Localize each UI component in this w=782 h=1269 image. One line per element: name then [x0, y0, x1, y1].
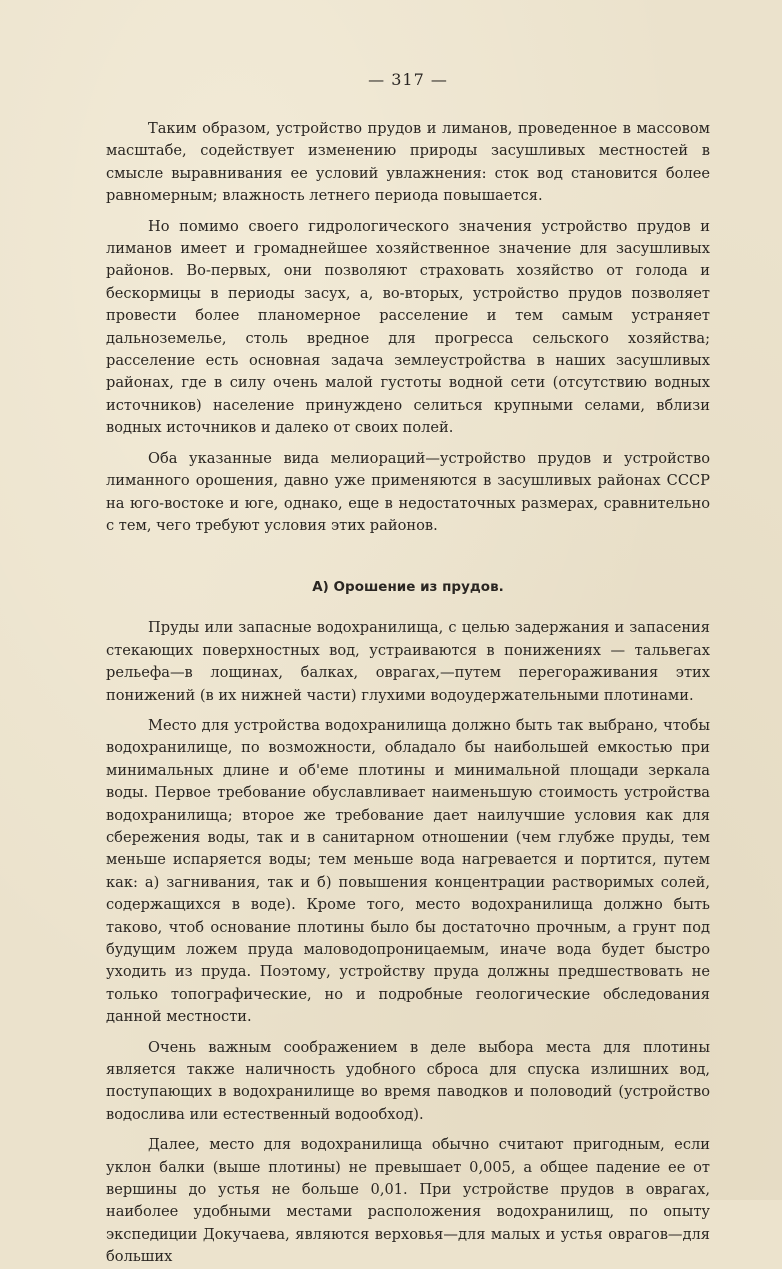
paragraph-site-selection: Место для устройства водохранилища должно быть так выбрано, чтобы водохранилище, по возможности, обладало бы наибольшей емкостью при минимальных длине и об'еме плотины и минимальной площади зеркала воды. Первое требование обуславливает наименьшую стоимость устройства водохранилища; второе же требование дает наилучшие условия как для сбережения воды, так и в санитарном отношении (чем глубже пруды, тем меньше испаряется воды; тем меньше вода нагревается и портится, путем как: а) загнивания, так и б) повышения концентрации растворимых солей, содержащихся в воде). Кроме того, место водохранилища должно быть таково, чтоб основание плотины было бы достаточно прочным, а грунт под будущим ложем пруда маловодопроницаемым, иначе вода будет быстро уходить из пруда. Поэтому, устройству пруда должны предшествовать не только топографические, но и подробные геологические обследования данной местности. — [106, 716, 710, 1026]
paragraph-melioration-types: Оба указанные вида мелиораций—устройство прудов и устройство лиманного орошения, давно уже применяются в засушливых районах СССР на юго-востоке и юге, однако, еще в недостаточных размерах, сравнительно с тем, чего требуют условия этих районов. — [106, 449, 710, 534]
paragraph-ponds-definition: Пруды или запасные водохранилища, с целью задержания и запасения стекающих поверхностных вод, устраиваются в понижениях — тальвегах рельефа—в лощинах, балках, оврагах,—путем перегораживания этих понижений (в их нижней части) глухими водоудержательными плотинами. — [106, 619, 710, 704]
page-number: — 317 — — [368, 70, 448, 89]
paragraph-ponds-effect: Таким образом, устройство прудов и лиманов, проведенное в массовом масштабе, содействует изменению природы засушливых местностей в смысле выравнивания ее условий увлажнения: сток вод становится более равномерным; влажность летнего периода повышается. — [106, 120, 710, 205]
paragraph-spillway: Очень важным соображением в деле выбора места для плотины является также наличность удобного сброса для спуска излишних вод, поступающих в водохранилище во время паводков и половодий (устройство водослива или естественный водообход). — [106, 1038, 710, 1123]
paragraph-slope-criteria: Далее, место для водохранилища обычно считают пригодным, если уклон балки (выше плотины) не превышает 0,005, а общее падение ее от вершины до устья не больше 0,01. При устройстве прудов в оврагах, наиболее удобными местами расположения водохранилищ, по опыту экспедиции Докучаева, являются верховья—для малых и устья оврагов—для больших — [106, 1136, 710, 1266]
section-title: А) Орошение из прудов. — [312, 579, 504, 596]
paragraph-economic-importance: Но помимо своего гидрологического значения устройство прудов и лиманов имеет и громаднейшее хозяйственное значение для засушливых районов. Во-первых, они позволяют страховать хозяйство от голода и бескормицы в периоды засух, а, во-вторых, устройство прудов позволяет провести более планомерное расселение и тем самым устраняет дальноземелье, столь вредное для прогресса сельского хозяйства; расселение есть основная задача землеустройства в наших засушливых районах, где в силу очень малой густоты водной сети (отсутствию водных источников) население принуждено селиться крупными селами, вблизи водных источников и далеко от своих полей. — [106, 217, 710, 437]
